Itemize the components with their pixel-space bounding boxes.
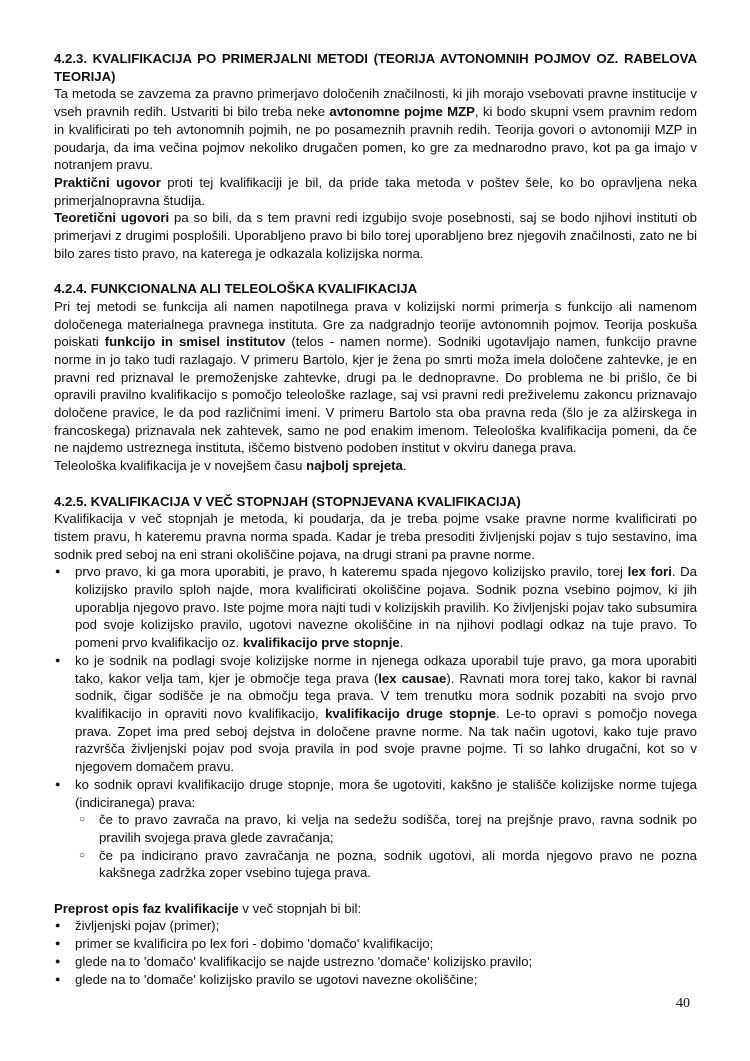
paragraph: Kvalifikacija v več stopnjah je metoda, ki poudarja, da je treba pojme vsake pravne norme kvalificirati po tistem pravu, h kateremu pravna norma spada. Kadar je treba presoditi življenjski pojav s tujo sestavino, ima sodnik pred seboj na eni strani okoliščine pojava, na drugi strani pa pravne norme. [54,511,697,562]
list-item [54,652,697,776]
sub-list-item: ○ če pa indicirano pravo zavračanja ne pozna, sodnik ugotovi, ali morda njegovo pravo ne pozna kakšnega zadržka zoper vsebino tujega prava. [75,847,697,882]
list-item: ● glede na to 'domače' kolizijsko pravilo se ugotovi navezne okoliščine; [54,971,697,989]
text-run: ). Ravnati mora torej tako, kakor bi ravnal sodnik, čigar sodišče je na območju tega prava. V tem trenutku mora sodnik pozabiti na svojo prvo kvalifikacijo in opraviti novo kvalifikacijo, [75,670,697,721]
text-run: Pri tej metodi se funkcija ali namen napotilnega prava v kolizijski normi primerja s funkcijo ali namenom določenega materialnega pravnega instituta. Gre za nadgradnjo teorije avtonomnih pojmov. Teorija poskuša poiskati [54,298,697,350]
text-run: (telos - namen norme). Sodniki ugotavljajo namen, funkcijo pravne norme in jo tako tudi razlagajo. V primeru Bartolo, kjer je žena po smrti moža imela določene zahtevke, je en pravni red priznaval le premoženjske zahtevke, drugi pa le dednopravne. Do problema ne bi prišlo, če bi opravili pravilno kvalifikacijo s pomočjo teleološke razlage, saj vsi pravni redi preživelemu zakoncu priznavajo določene pravice, le da pod različnimi imeni. V primeru Bartolo sta oba pravna reda (šlo je za alžirskega in francoskega) priznavala nek zahtevek, samo ne pod enakim imenom. Teleološka kvalifikacija pomeni, da če ne najdemo ustreznega instituta, iščemo bistveno podoben institut v okviru danega prava. [54,334,697,456]
bullet-list [54,563,697,882]
text-run: ko sodnik opravi kvalifikacijo druge stopnje, mora še ugotoviti, kakšno je stališče kolizijske norme tujega (indiciranega) prava: [75,776,697,810]
page-number: 40 [676,996,690,1011]
text-run: . Le-to opravi s pomočjo novega prava. Zopet ima pred seboj dejstva in določene pravne norme. Na tak način ugotovi, kako tuje pravo razvršča življenjski pojav pod svoja pravila in pod svoje pravne pojme. Ti so lahko drugačni, kot so v njegovem domačem pravu. [75,705,697,775]
text-run: Ta metoda se zavzema za pravno primerjavo določenih značilnosti, ki jih morajo vsebovati pravne institucije v vseh pravnih redih. Ustvariti bi bilo treba neke [54,86,697,120]
paragraph [54,174,697,209]
bold-term: funkcijo in smisel institutov [104,334,286,350]
paragraph [54,900,697,918]
list-item: ● primer se kvalificira po lex fori - dobimo 'domačo' kvalifikacijo; [54,935,697,953]
document-page [54,50,697,988]
text-run: pa so bili, da s tem pravni redi izgubijo svoje posebnosti, saj se bodo njihovi instituti ob primerjavi z drugimi posplošili. Uporabljeno pravo bi bilo torej uporabljeno brez njegovih značilnosti, zato ne bi bilo zares tisto pravo, na katerega je odkazala kolizijska norma. [54,210,697,261]
list-item [54,776,697,882]
bold-term: Teoretični ugovori [54,210,170,226]
text-run: . [399,635,404,651]
paragraph [54,209,697,262]
bold-term: kvalifikacijo prve stopnje [242,635,400,651]
list-item: ● življenjski pojav (primer); [54,917,697,935]
text-run: . Da kolizijsko pravilo sploh najde, mora kvalificirati okoliščine pojava. Sodnik pozna vsebino pojmov, ki jih uporablja njegovo pravo. Iste pojme mora najti tudi v kolizijskih pravilih. Ko življenjski pojav tako subsumira pod svoje kolizijsko pravilo, ugotovi navezne okoliščine in na njihovi podlagi odkaz na tuje pravo. To pomeni prvo kvalifikacijo oz. [75,564,698,651]
text-run: proti tej kvalifikaciji je bil, da pride taka metoda v poštev šele, ko bo opravljena neka primerjalnopravna študija. [54,174,697,208]
bold-term: lex causae [378,670,447,686]
bold-term: lex fori [627,564,672,580]
list-item: ● glede na to 'domačo' kvalifikacijo se najde ustrezno 'domače' kolizijsko pravilo; [54,953,697,971]
text-run: Teleološka kvalifikacija je v novejšem času [54,458,307,474]
bold-term: najbolj sprejeta [306,458,403,474]
sub-list-item: ○ če to pravo zavrača na pravo, ki velja na sedežu sodišča, torej na prejšnje pravo, ravna sodnik po pravilih svojega prava glede zavračanja; [75,811,697,846]
section-heading-4-2-5: 4.2.5. KVALIFIKACIJA V VEČ STOPNJAH (STOPNJEVANA KVALIFIKACIJA) [54,493,521,509]
list-item [54,563,697,652]
paragraph [54,85,697,174]
bold-term: Praktični ugovor [54,174,161,190]
section-heading-4-2-4: 4.2.4. FUNKCIONALNA ALI TELEOLOŠKA KVALIFIKACIJA [54,281,418,297]
bold-term: kvalifikacijo druge stopnje [325,705,497,721]
text-run: v več stopnjah bi bil: [238,900,362,916]
sub-list [75,811,697,882]
bold-term: avtonomne pojme MZP [329,104,475,120]
text-run: . [402,458,407,474]
paragraph [54,457,697,475]
section-heading-4-2-3: 4.2.3. KVALIFIKACIJA PO PRIMERJALNI METODI (TEORIJA AVTONOMNIH POJMOV OZ. RABELOVA TEORIJA) [54,51,697,84]
phases-list [54,917,697,988]
text-run: prvo pravo, ki ga mora uporabiti, je pravo, h kateremu spada njegovo kolizijsko pravilo, torej [75,564,628,580]
text-run: , ki bodo skupni vsem pravnim redom in kvalificirati po teh avtonomnih pojmih, ne po posameznih pravnih redih. Teorija govori o avtonomiji MZP in poudarja, da ima večina pojmov nekoliko drugačen pomen, ko gre za mednarodno pravo, kot pa ga imajo v notranjem pravu. [54,104,697,173]
paragraph [54,298,697,457]
text-run: ko je sodnik na podlagi svoje kolizijske norme in njenega odkaza uporabil tuje pravo, ga mora uporabiti tako, kakor velja tam, kjer je območje tega prava ( [75,652,697,686]
bold-term: Preprost opis faz kvalifikacije [54,900,239,916]
